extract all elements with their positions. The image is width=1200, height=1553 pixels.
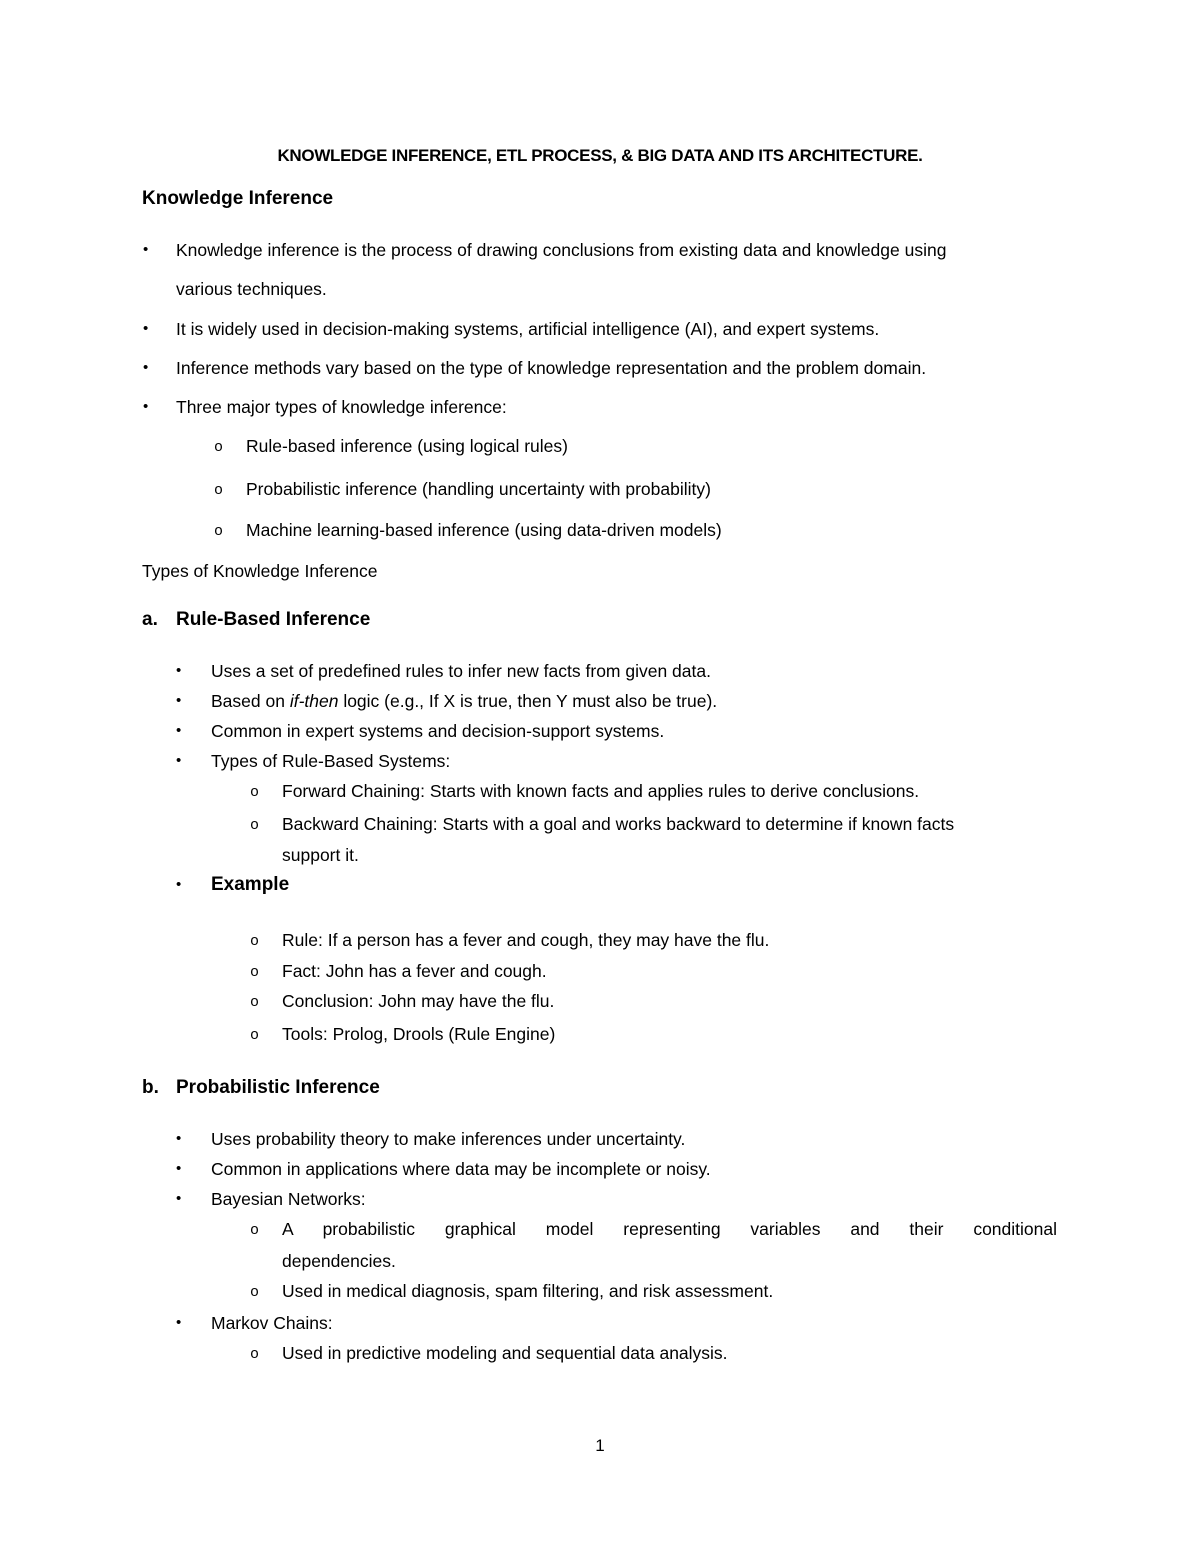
sub-list-item-continuation: dependencies. (282, 1251, 396, 1271)
bullet-marker: • (176, 692, 182, 709)
sub-list-item: Rule-based inference (using logical rules) (246, 436, 568, 456)
bullet-marker: • (176, 1160, 182, 1177)
subsection-letter-a: a. (142, 609, 158, 630)
sub-bullet-marker: o (250, 817, 260, 834)
subsection-heading-rule-based: Rule-Based Inference (176, 609, 371, 630)
list-item: Common in expert systems and decision-support systems. (211, 721, 665, 741)
sub-list-item: Forward Chaining: Starts with known facts and applies rules to derive conclusions. (282, 781, 920, 801)
bullet-marker: • (176, 876, 182, 893)
page-number: 1 (595, 1436, 605, 1455)
sub-bullet-marker: o (250, 933, 260, 950)
list-item: Inference methods vary based on the type of knowledge representation and the problem domain. (176, 358, 927, 378)
list-item-continuation: various techniques. (176, 279, 327, 299)
bullet-marker: • (176, 1190, 182, 1207)
example-item: Tools: Prolog, Drools (Rule Engine) (282, 1024, 556, 1044)
list-item: Common in applications where data may be incomplete or noisy. (211, 1159, 711, 1179)
sub-list-item: A probabilistic graphical model representing variables and their conditional (282, 1219, 1057, 1239)
bullet-marker: • (176, 1130, 182, 1147)
list-item: Three major types of knowledge inference: (176, 397, 507, 417)
example-item: Fact: John has a fever and cough. (282, 961, 547, 981)
subsection-heading-probabilistic: Probabilistic Inference (176, 1077, 380, 1098)
subsection-letter-b: b. (142, 1077, 159, 1098)
list-item: Bayesian Networks: (211, 1189, 366, 1209)
list-item: Markov Chains: (211, 1313, 333, 1333)
sub-list-item: Used in medical diagnosis, spam filtering, and risk assessment. (282, 1281, 774, 1301)
text-run: logic (e.g., If X is true, then Y must also be true). (338, 691, 718, 711)
section-heading-knowledge-inference: Knowledge Inference (142, 188, 334, 209)
sub-bullet-marker: o (250, 964, 260, 981)
sub-bullet-marker: o (214, 482, 224, 499)
list-item: Uses a set of predefined rules to infer new facts from given data. (211, 661, 711, 681)
bullet-marker: • (176, 722, 182, 739)
bullet-marker: • (143, 398, 149, 415)
bullet-marker: • (176, 662, 182, 679)
sub-bullet-marker: o (250, 994, 260, 1011)
sub-bullet-marker: o (250, 784, 260, 801)
list-item-if-then (211, 691, 717, 712)
sub-bullet-marker: o (214, 523, 224, 540)
sub-list-item: Machine learning-based inference (using data-driven models) (246, 520, 722, 540)
list-item: Uses probability theory to make inferences under uncertainty. (211, 1129, 686, 1149)
example-heading: Example (211, 874, 290, 895)
bullet-marker: • (143, 359, 149, 376)
example-item: Conclusion: John may have the flu. (282, 991, 555, 1011)
types-label: Types of Knowledge Inference (142, 561, 378, 581)
bullet-marker: • (143, 241, 149, 258)
bullet-marker: • (143, 320, 149, 337)
example-item: Rule: If a person has a fever and cough, they may have the flu. (282, 930, 770, 950)
sub-list-item-continuation: support it. (282, 845, 359, 865)
list-item: It is widely used in decision-making systems, artificial intelligence (AI), and expert systems. (176, 319, 880, 339)
document-title: KNOWLEDGE INFERENCE, ETL PROCESS, & BIG DATA AND ITS ARCHITECTURE. (277, 146, 923, 165)
sub-bullet-marker: o (214, 439, 224, 456)
sub-list-item: Used in predictive modeling and sequential data analysis. (282, 1343, 728, 1363)
italic-term: if-then (289, 691, 339, 711)
text-run: Based on (211, 691, 290, 711)
bullet-marker: • (176, 752, 182, 769)
list-item: Knowledge inference is the process of drawing conclusions from existing data and knowledge using (176, 240, 947, 260)
sub-list-item: Probabilistic inference (handling uncertainty with probability) (246, 479, 711, 499)
sub-bullet-marker: o (250, 1346, 260, 1363)
sub-bullet-marker: o (250, 1027, 260, 1044)
sub-bullet-marker: o (250, 1222, 260, 1239)
bullet-marker: • (176, 1314, 182, 1331)
sub-bullet-marker: o (250, 1284, 260, 1301)
list-item: Types of Rule-Based Systems: (211, 751, 451, 771)
sub-list-item: Backward Chaining: Starts with a goal and works backward to determine if known facts (282, 814, 955, 834)
